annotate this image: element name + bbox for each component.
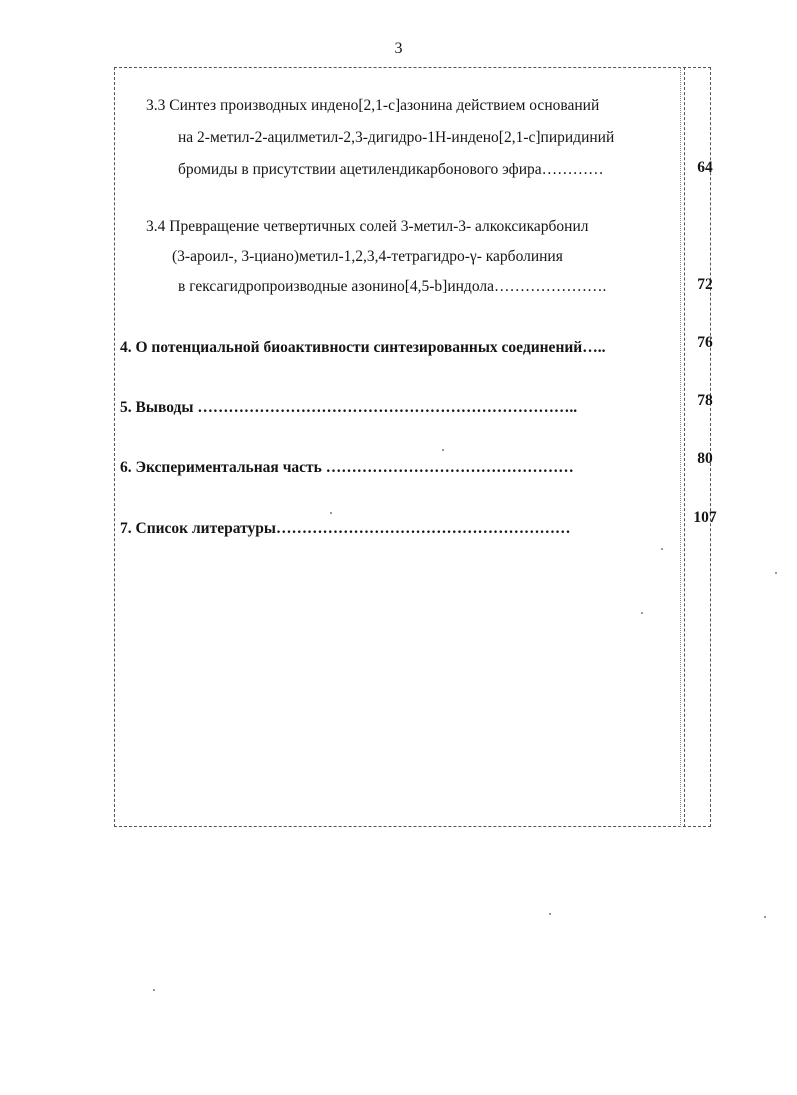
toc-page-80: 80 — [697, 450, 713, 467]
page-number: 3 — [394, 40, 403, 57]
toc-entry-3-3-line-3: бромиды в присутствии ацетилендикарбонового эфира………… — [178, 161, 604, 178]
toc-entry-7: 7. Список литературы………………………………………………… — [120, 520, 571, 537]
toc-entry-3-4-line-2: (3-ароил-, 3-циано)метил-1,2,3,4-тетрагидро-γ- карболиния — [172, 248, 563, 265]
scan-speck — [153, 989, 155, 991]
scan-speck — [764, 916, 766, 918]
page-column-divider-outer — [684, 67, 685, 827]
scan-speck — [775, 572, 777, 574]
toc-page-107: 107 — [693, 509, 717, 526]
scan-speck — [330, 512, 332, 514]
toc-entry-3-3-line-2: на 2-метил-2-ацилметил-2,3-дигидро-1Н-индено[2,1-c]пиридиний — [178, 129, 615, 146]
page-column-divider — [680, 67, 681, 827]
toc-page-72: 72 — [697, 276, 713, 293]
scan-speck — [549, 913, 551, 915]
toc-entry-3-4-line-1: 3.4 Превращение четвертичных солей 3-метил-3- алкоксикарбонил — [146, 218, 589, 235]
toc-entry-3-3-line-1: 3.3 Синтез производных индено[2,1-c]азонина действием оснований — [146, 97, 600, 114]
toc-table-frame — [114, 67, 711, 827]
toc-entry-5: 5. Выводы ……………………………………………………………….. — [120, 399, 578, 416]
scan-speck — [641, 612, 643, 614]
toc-entry-4: 4. О потенциальной биоактивности синтезированных соединений….. — [120, 339, 606, 356]
scan-speck — [661, 548, 663, 550]
toc-entry-3-4-line-3: в гексагидропроизводные азонино[4,5-b]индола…………………. — [178, 278, 607, 295]
toc-page-78: 78 — [697, 392, 713, 409]
toc-page-76: 76 — [697, 334, 713, 351]
scan-speck — [442, 449, 444, 451]
toc-entry-6: 6. Экспериментальная часть ………………………………………… — [120, 459, 574, 476]
toc-page-64: 64 — [697, 159, 713, 176]
